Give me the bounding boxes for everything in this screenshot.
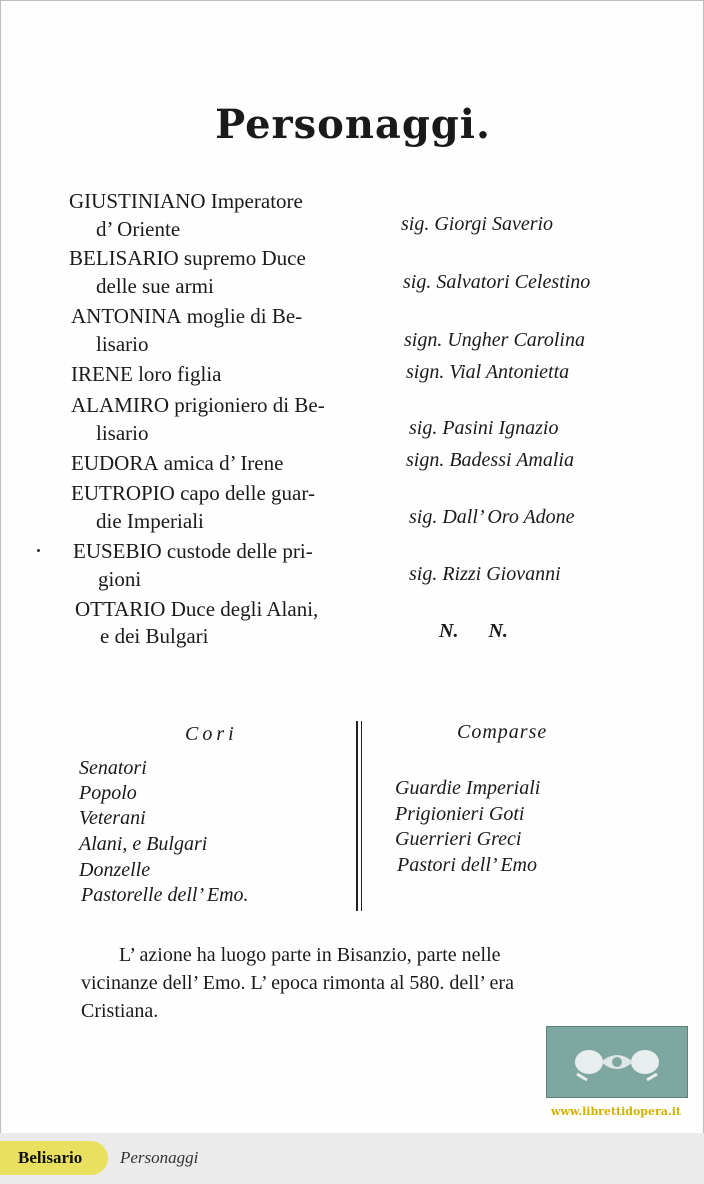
note-line: L’ azione ha luogo parte in Bisanzio, parte nelle — [119, 944, 501, 966]
character-name-line — [71, 302, 302, 330]
coro-item: Pastorelle dell’ Emo. — [81, 884, 249, 906]
character-desc: Imperatore — [205, 189, 303, 213]
site-url-link[interactable]: www.librettidopera.it — [550, 1105, 682, 1118]
comparsa-item: Prigionieri Goti — [395, 803, 525, 825]
character-name: EUDORA — [71, 451, 159, 475]
print-speck — [37, 549, 40, 552]
character-name-line — [75, 595, 318, 623]
singer-name: sig. Pasini Ignazio — [409, 417, 559, 439]
singer-name: sign. Vial Antonietta — [406, 361, 570, 383]
comparse-heading: Comparse — [457, 721, 548, 743]
character-desc: capo delle guar- — [174, 481, 315, 505]
character-name-line — [69, 244, 306, 272]
character-desc: custode delle pri- — [161, 539, 313, 563]
singer-name: N. N. — [439, 620, 508, 642]
character-desc-cont: gioni — [98, 567, 142, 591]
singer-name: sig. Rizzi Giovanni — [409, 563, 561, 585]
character-name: BELISARIO — [69, 246, 179, 270]
singer-name: sig. Salvatori Celestino — [403, 271, 591, 293]
character-desc-cont: e dei Bulgari — [100, 624, 209, 648]
character-desc-cont: d’ Oriente — [96, 217, 181, 241]
character-name: ALAMIRO — [71, 393, 169, 417]
singer-name: sig. Dall’ Oro Adone — [409, 506, 575, 528]
character-desc: moglie di Be- — [181, 304, 303, 328]
character-name: GIUSTINIANO — [69, 189, 206, 213]
comparsa-item: Guerrieri Greci — [395, 828, 522, 850]
character-name-line — [71, 479, 315, 507]
character-name-line — [71, 449, 283, 477]
coro-item: Veterani — [79, 807, 146, 829]
character-desc: loro figlia — [132, 362, 222, 386]
character-name-line — [71, 360, 221, 388]
character-desc: amica d’ Irene — [158, 451, 284, 475]
singer-name: sign. Ungher Carolina — [404, 329, 585, 351]
note-line: Cristiana. — [81, 1000, 159, 1022]
coro-item: Donzelle — [79, 859, 151, 881]
character-desc: supremo Duce — [178, 246, 306, 270]
character-name: EUTROPIO — [71, 481, 175, 505]
character-name: EUSEBIO — [73, 539, 162, 563]
page-title: Personaggi. — [215, 101, 491, 148]
character-name: ANTONINA — [71, 304, 182, 328]
cori-heading: Cori — [185, 723, 238, 745]
character-desc-cont: die Imperiali — [96, 509, 204, 533]
character-desc-cont: lisario — [96, 332, 149, 356]
footer-section-title: Personaggi — [120, 1148, 199, 1167]
character-name: OTTARIO — [75, 597, 166, 621]
character-name-line — [71, 391, 325, 419]
note-line: vicinanze dell’ Emo. L’ epoca rimonta al 580. dell’ era — [81, 972, 514, 994]
singer-name: sig. Giorgi Saverio — [401, 213, 554, 235]
character-desc-cont: delle sue armi — [96, 274, 214, 298]
coro-item: Popolo — [79, 782, 137, 804]
footer-book-title[interactable]: Belisario — [18, 1148, 83, 1167]
character-desc: Duce degli Alani, — [165, 597, 319, 621]
column-divider — [356, 721, 362, 911]
setting-note — [81, 941, 671, 1025]
character-desc-cont: lisario — [96, 421, 149, 445]
character-name: IRENE — [71, 362, 133, 386]
comparsa-item: Guardie Imperiali — [395, 777, 541, 799]
coro-item: Senatori — [79, 757, 147, 779]
character-name-line — [69, 187, 303, 215]
character-name-line — [73, 537, 313, 565]
site-logo[interactable] — [546, 1026, 688, 1098]
coro-item: Alani, e Bulgari — [79, 833, 208, 855]
character-desc: prigioniero di Be- — [169, 393, 325, 417]
cherubs-emblem-icon — [567, 1042, 667, 1082]
singer-name: sign. Badessi Amalia — [406, 449, 574, 471]
comparsa-item: Pastori dell’ Emo — [397, 854, 537, 876]
footer-bar — [0, 1133, 704, 1184]
